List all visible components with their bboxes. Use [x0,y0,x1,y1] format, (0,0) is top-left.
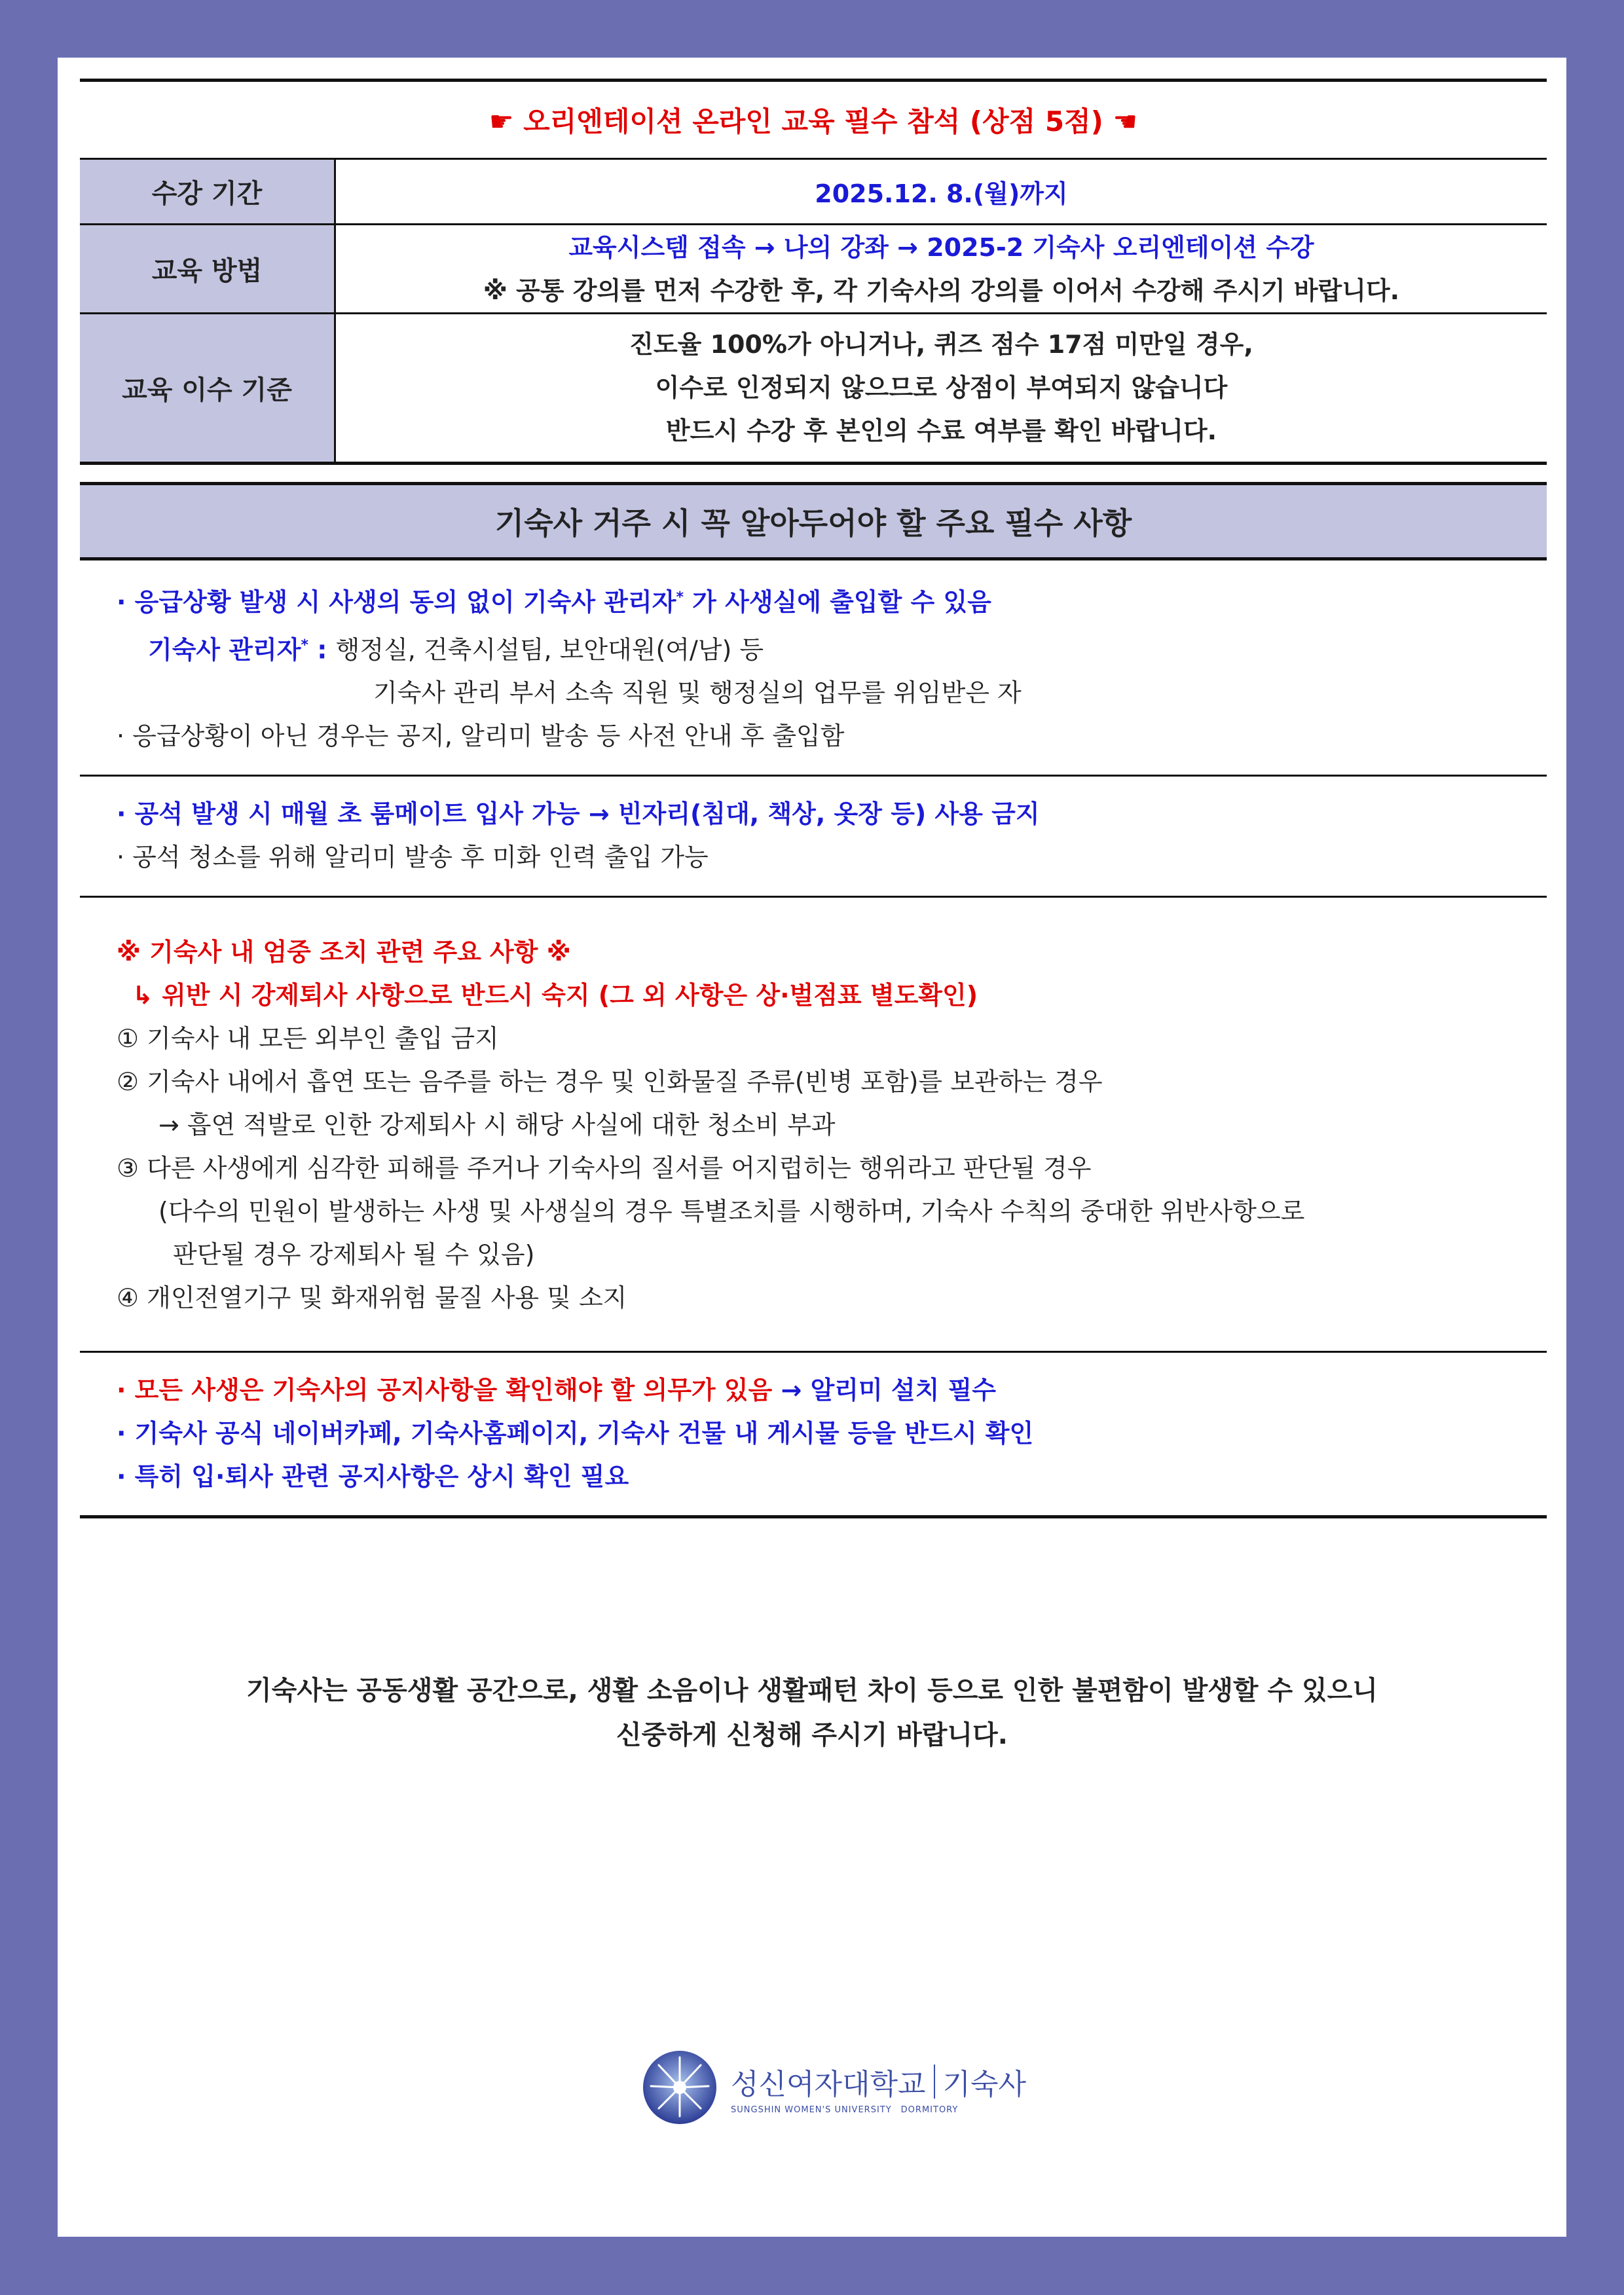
notices-block [80,1353,1547,1515]
row-value [335,314,1547,462]
notice-line: · 기숙사 공식 네이버카페, 기숙사홈페이지, 기숙사 건물 내 게시물 등을 반드시 확인 [117,1419,1034,1448]
orientation-table [80,158,1547,462]
strict-block [80,898,1547,1351]
strict-title: ※ 기숙사 내 엄중 조치 관련 주요 사항 ※ [117,938,571,967]
criteria-line: 진도율 100%가 아니거나, 퀴즈 점수 17점 미만일 경우, [629,330,1253,359]
document-page [58,58,1566,2237]
table-row [80,314,1547,462]
strict-subtitle: ↳ 위반 시 강제퇴사 사항으로 반드시 숙지 (그 외 사항은 상·벌점표 별도확인) [132,981,978,1010]
orientation-title: ☛ 오리엔테이션 온라인 교육 필수 참석 (상점 5점) ☚ [489,105,1138,138]
method-line: 교육시스템 접속 → 나의 강좌 → 2025-2 기숙사 오리엔테이션 수강 [568,232,1314,262]
university-logo [640,2048,1026,2127]
row-label: 수강 기간 [80,159,335,225]
logo-name: 성신여자대학교 [731,2067,926,2101]
list-item: ② 기숙사 내에서 흡연 또는 음주를 하는 경우 및 인화물질 주류(빈병 포함)를 보관하는 경우 [117,1067,1103,1097]
logo-name-en: SUNGSHIN WOMEN'S UNIVERSITY [731,2104,892,2115]
emergency-line-2: · 응급상황이 아닌 경우는 공지, 알리미 발송 등 사전 안내 후 출입함 [117,722,845,751]
list-item: ③ 다른 사생에게 심각한 피해를 주거나 기숙사의 질서를 어지럽히는 행위라고 판단될 경우 [117,1154,1092,1183]
method-note: ※ 공통 강의를 먼저 수강한 후, 각 기숙사의 강의를 이어서 수강해 주시기 바랍니다. [483,276,1400,305]
emergency-block [80,560,1547,775]
emblem-icon [640,2048,719,2127]
manager-line: 기숙사 관리자* : 행정실, 건축시설팀, 보안대원(여/남) 등 [148,635,764,665]
list-item: ④ 개인전열기구 및 화재위험 물질 사용 및 소지 [117,1283,627,1313]
logo-dept: 기숙사 [942,2067,1027,2101]
criteria-line: 이수로 인정되지 않으므로 상점이 부여되지 않습니다 [655,373,1228,403]
section-title: 기숙사 거주 시 꼭 알아두어야 할 주요 필수 사항 [80,485,1547,557]
vacancy-line-2: · 공석 청소를 위해 알리미 발송 후 미화 인력 출입 가능 [117,843,709,872]
vacancy-line: · 공석 발생 시 매월 초 룸메이트 입사 가능 → 빈자리(침대, 책상, 옷장 등) 사용 금지 [117,799,1040,829]
logo-dept-en: DORMITORY [900,2104,959,2115]
essentials-section [80,482,1547,1518]
row-value [335,225,1547,314]
footer-line: 기숙사는 공동생활 공간으로, 생활 소음이나 생활패턴 차이 등으로 인한 불편함이 발생할 수 있으니 [246,1676,1378,1706]
row-label: 교육 이수 기준 [80,314,335,462]
footer-line: 신중하게 신청해 주시기 바랍니다. [616,1720,1008,1750]
emergency-line: · 응급상황 발생 시 사생의 동의 없이 기숙사 관리자* 가 사생실에 출입할 수 있음 [117,587,991,617]
notice-line: · 모든 사생은 기숙사의 공지사항을 확인해야 할 의무가 있음 → 알리미 설치 필수 [117,1376,996,1405]
list-item: ① 기숙사 내 모든 외부인 출입 금지 [117,1024,499,1054]
vacancy-block [80,777,1547,896]
list-item-sub: 판단될 경우 강제퇴사 될 수 있음) [173,1240,535,1270]
row-label: 교육 방법 [80,225,335,314]
criteria-line: 반드시 수강 후 본인의 수료 여부를 확인 바랍니다. [665,416,1217,446]
row-value: 2025.12. 8.(월)까지 [335,159,1547,225]
list-item-sub: → 흡연 적발로 인한 강제퇴사 시 해당 사실에 대한 청소비 부과 [158,1111,836,1140]
manager-line-2: 기숙사 관리 부서 소속 직원 및 행정실의 업무를 위임받은 자 [373,678,1022,708]
notice-line: · 특히 입·퇴사 관련 공지사항은 상시 확인 필요 [117,1462,629,1492]
table-row [80,225,1547,314]
table-row [80,159,1547,225]
footer-notice [58,1668,1566,1757]
list-item-sub: (다수의 민원이 발생하는 사생 및 사생실의 경우 특별조치를 시행하며, 기숙사 수칙의 중대한 위반사항으로 [158,1197,1305,1226]
orientation-box [80,79,1547,465]
